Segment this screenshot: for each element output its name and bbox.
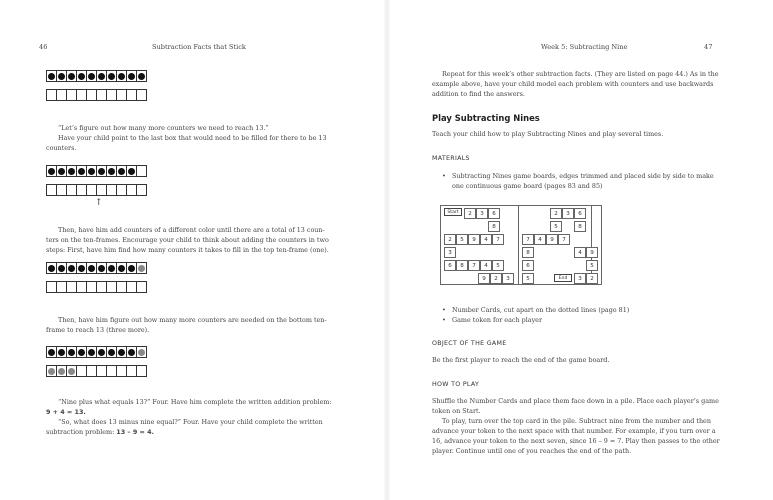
board-space: 4	[574, 247, 586, 258]
materials-item2: • Number Cards, cut apart on the dotted lines (page 81)	[452, 305, 629, 315]
counter-black	[118, 73, 125, 80]
howto-p2-line4: player. Continue until one of you reaches the end of the path.	[432, 447, 632, 455]
para2-line2: ters on the ten-frames. Encourage your child to think about adding the counters in two	[46, 236, 329, 244]
counter-black	[88, 73, 95, 80]
board-space: 5	[586, 260, 598, 271]
board-space: 5	[492, 260, 504, 271]
board-space: 3	[574, 273, 586, 284]
left-page	[0, 0, 386, 500]
board-space: 6	[444, 260, 456, 271]
counter-black	[108, 168, 115, 175]
board-space: 4	[480, 260, 492, 271]
ten-frame-bottom	[46, 281, 146, 293]
board-space: 9	[546, 234, 558, 245]
counter-black	[108, 349, 115, 356]
teach-line: Teach your child how to play Subtracting Nines and play several times.	[432, 130, 664, 138]
intro-line1: Repeat for this week’s other subtraction facts. (They are listed on page 44.) As in the	[442, 70, 719, 78]
page-number-right: 47	[704, 43, 713, 51]
para1-line1: “Let’s figure out how many more counters we need to reach 13.”	[58, 124, 269, 132]
board-space: 7	[492, 234, 504, 245]
para3-line1: Then, have him figure out how many more counters are needed on the bottom ten-	[58, 316, 327, 324]
object-text: Be the first player to reach the end of the game board.	[432, 356, 610, 364]
counter-black	[138, 73, 145, 80]
ten-frame-top	[46, 70, 146, 82]
counter-gray	[48, 368, 55, 375]
board-space: 2	[490, 273, 502, 284]
counter-black	[98, 349, 105, 356]
counter-black	[58, 73, 65, 80]
ten-frame-bottom	[46, 365, 146, 377]
board-space: 2	[444, 234, 456, 245]
para1-line2: Have your child point to the last box that would need to be filled for there to be 13	[58, 134, 327, 142]
counter-black	[128, 73, 135, 80]
counter-gray	[68, 368, 75, 375]
board-space: 9	[468, 234, 480, 245]
counter-black	[68, 73, 75, 80]
right-page	[386, 0, 773, 500]
ten-frame-cell	[136, 346, 147, 358]
counter-black	[98, 73, 105, 80]
ten-frame-cell	[136, 262, 147, 274]
counter-black	[118, 168, 125, 175]
howto-p2-line3: 16, advance your token to the next seven, since 16 – 9 = 7. Play then passes to the other	[432, 437, 720, 445]
counter-black	[68, 168, 75, 175]
counter-black	[88, 265, 95, 272]
materials-item3: • Game token for each player	[452, 315, 542, 325]
counter-black	[78, 265, 85, 272]
board-space: 3	[476, 208, 488, 219]
object-heading: OBJECT OF THE GAME	[432, 340, 507, 347]
counter-black	[108, 265, 115, 272]
start-label: Start	[444, 208, 462, 216]
materials-item1-line2: one continuous game board (pages 83 and 85)	[452, 182, 603, 190]
counter-black	[48, 73, 55, 80]
counter-black	[128, 349, 135, 356]
page-number-left: 46	[39, 43, 48, 51]
board-space: 7	[558, 234, 570, 245]
counter-gray	[138, 349, 145, 356]
board-space: 3	[562, 208, 574, 219]
board-space: 6	[574, 208, 586, 219]
ten-frame-bottom	[46, 184, 146, 196]
ten-frame-cell	[136, 184, 147, 196]
howto-p2-line2: advance your token to the next space with that number. For example, if you turn over a	[432, 427, 716, 435]
board-space: 9	[478, 273, 490, 284]
counter-black	[88, 168, 95, 175]
counter-black	[98, 265, 105, 272]
ten-frame-bottom	[46, 89, 146, 101]
ten-frame-cell	[136, 70, 147, 82]
counter-black	[128, 265, 135, 272]
para1-line3: counters.	[46, 144, 77, 152]
counter-black	[88, 349, 95, 356]
counter-black	[68, 265, 75, 272]
howto-p2-line1: To play, turn over the top card in the pile. Subtract nine from the number and then	[442, 417, 711, 425]
board-space: 6	[488, 208, 500, 219]
board-space: 8	[574, 221, 586, 232]
question2-text2: subtraction problem:	[46, 428, 115, 436]
counter-gray	[138, 265, 145, 272]
counter-black	[108, 73, 115, 80]
counter-black	[78, 168, 85, 175]
counter-black	[78, 73, 85, 80]
board-space: 8	[488, 221, 500, 232]
running-head-right: Week 5: Subtracting Nine	[541, 43, 628, 51]
materials-item1-line1: • Subtracting Nines game boards, edges trimmed and placed side by side to make	[452, 171, 714, 181]
ten-frame-top	[46, 346, 146, 358]
end-label: End	[554, 274, 572, 282]
arrow-up-icon: ↑	[95, 198, 103, 208]
counter-gray	[58, 368, 65, 375]
intro-line3: addition to find the answers.	[432, 90, 525, 98]
board-space: 7	[522, 234, 534, 245]
counter-black	[68, 349, 75, 356]
board-space: 7	[468, 260, 480, 271]
ten-frame-cell	[136, 165, 147, 177]
counter-black	[118, 265, 125, 272]
counter-black	[48, 265, 55, 272]
para2-line1: Then, have him add counters of a different color until there are a total of 13 coun-	[58, 226, 325, 234]
board-space: 5	[550, 221, 562, 232]
board-space: 6	[522, 260, 534, 271]
section-title: Play Subtracting Nines	[432, 113, 540, 123]
board-space: 2	[464, 208, 476, 219]
howto-p1-line1: Shuffle the Number Cards and place them face down in a pile. Place each player’s game	[432, 397, 719, 405]
ten-frame-cell	[136, 281, 147, 293]
counter-black	[58, 349, 65, 356]
ten-frame-top	[46, 262, 146, 274]
board-space: 2	[550, 208, 562, 219]
board-space: 8	[522, 247, 534, 258]
counter-black	[118, 349, 125, 356]
ten-frame-cell	[136, 365, 147, 377]
counter-black	[128, 168, 135, 175]
counter-black	[58, 265, 65, 272]
board-space: 4	[534, 234, 546, 245]
subtraction-equation: 13 – 9 = 4.	[116, 428, 154, 436]
question1-text: “Nine plus what equals 13?” Four. Have him complete the written addition problem:	[58, 398, 332, 406]
board-space: 3	[444, 247, 456, 258]
board-space: 3	[502, 273, 514, 284]
board-space: 5	[522, 273, 534, 284]
counter-black	[58, 168, 65, 175]
addition-equation: 9 + 4 = 13.	[46, 408, 86, 416]
counter-black	[48, 168, 55, 175]
counter-black	[48, 349, 55, 356]
para3-line2: frame to reach 13 (three more).	[46, 326, 150, 334]
ten-frame-top	[46, 165, 146, 177]
question2-text: “So, what does 13 minus nine equal?” Four. Have your child complete the written	[58, 418, 323, 426]
board-space: 5	[456, 234, 468, 245]
board-space: 8	[456, 260, 468, 271]
board-space: 2	[586, 273, 598, 284]
para2-line3: steps: First, have him find how many counters it takes to fill in the top ten-frame (one).	[46, 246, 329, 254]
howto-p1-line2: token on Start.	[432, 407, 481, 415]
counter-black	[98, 168, 105, 175]
running-head-left: Subtraction Facts that Stick	[152, 43, 246, 51]
materials-heading: MATERIALS	[432, 155, 470, 162]
intro-line2: example above, have your child model each problem with counters and use backwards	[432, 80, 714, 88]
howto-heading: HOW TO PLAY	[432, 381, 480, 388]
counter-black	[78, 349, 85, 356]
board-space: 9	[586, 247, 598, 258]
board-space: 4	[480, 234, 492, 245]
ten-frame-cell	[136, 89, 147, 101]
